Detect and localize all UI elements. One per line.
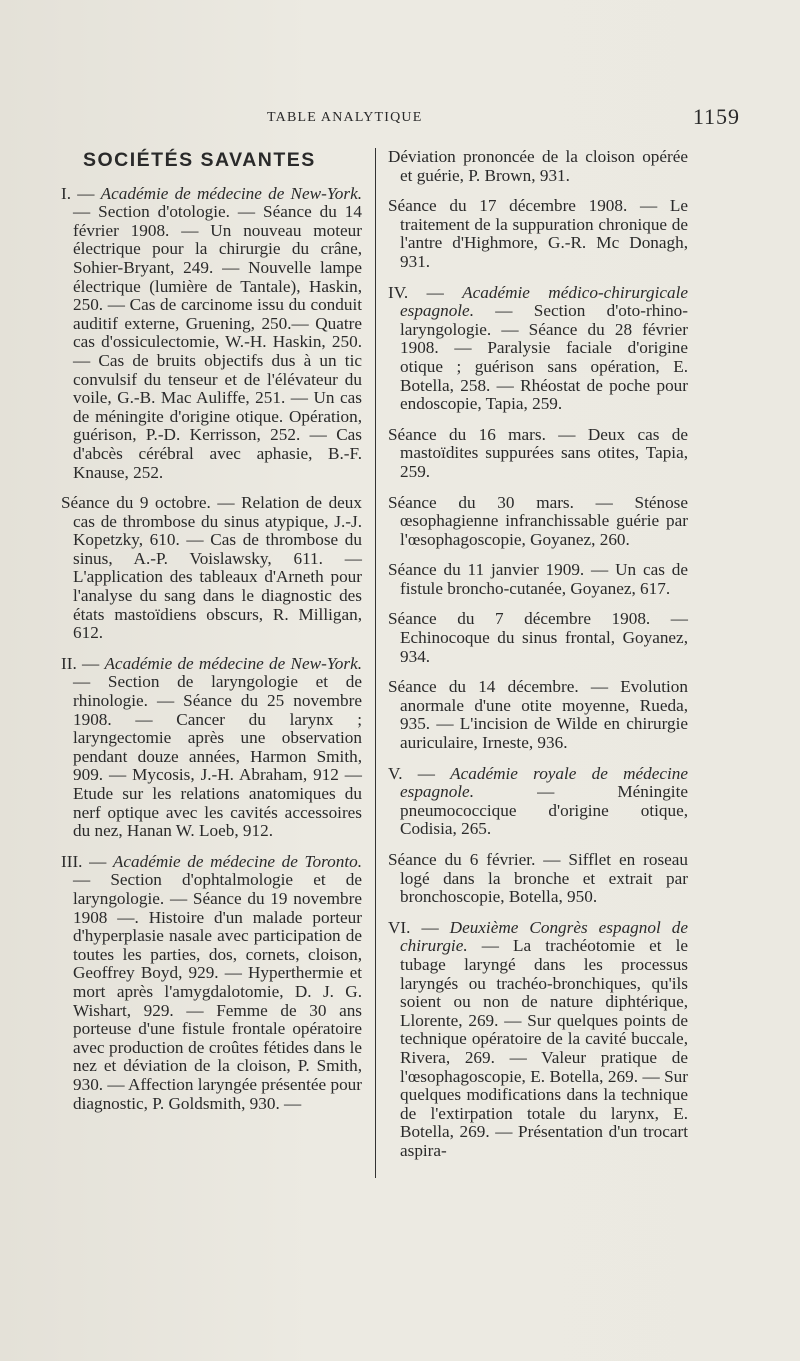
- column-divider: [375, 148, 376, 1178]
- entry-text: Séance du 14 décembre. — Evolution anormale d'une otite moyenne, Rueda, 935. — L'incision de Wilde en chirurgie auriculaire, Irneste, 936.: [388, 677, 688, 753]
- entry-number: IV. —: [388, 282, 463, 302]
- index-entry: [388, 678, 688, 752]
- entry-text: — La trachéotomie et le tubage laryngé dans les processus laryngés ou trachéo-bronchiques, qu'ils soient ou non de nature diphtérique, Llorente, 269. — Sur quelques points de technique opératoire de la cavité buccale, Rivera, 269. — Valeur pratique de l'œsophagoscopie, E. Botella, 269. — Sur quelques modifications dans la technique de l'extirpation totale du larynx, E. Botella, 269. — Présentation d'un trocart aspira-: [400, 936, 688, 1160]
- section-title: SOCIÉTÉS SAVANTES: [83, 149, 316, 171]
- entry-text: — Section d'oto-rhino-laryngologie. — Séance du 28 février 1908. — Paralysie faciale d'origine otique ; guérison sans opération, E. Botella, 258. — Rhéostat de poche pour endoscopie, Tapia, 259.: [400, 301, 688, 414]
- entry-text: — Section d'otologie. — Séance du 14 février 1908. — Un nouveau moteur électrique pour la chirurgie du crâne, Sohier-Bryant, 249. — Nouvelle lampe électrique (lumière de Tantale), Haskin, 250. — Cas de carcinome issu du conduit auditif externe, Gruening, 250.— Quatre cas d'ossiculectomie, W.-H. Haskin, 250. — Cas de bruits objectifs dus à un tic convulsif du tenseur et de l'élévateur du voile, G.-B. Mac Auliffe, 251. — Un cas de méningite d'origine otique. Opération, guérison, P.-D. Kerrisson, 252. — Cas d'abcès cérébral avec aphasie, B.-F. Knause, 252.: [73, 202, 362, 482]
- entry-number: V. —: [388, 763, 451, 783]
- entry-society-name: Académie royale de médecine espagnole.: [400, 763, 688, 802]
- entry-text: Séance du 9 octobre. — Relation de deux cas de thrombose du sinus atypique, J.-J. Kopetzky, 610. — Cas de thrombose du sinus, A.-P. Voislawsky, 611. — L'application des tableaux d'Arneth pour l'analyse du sang dans le diagnostic des états mastoïdiens obscurs, R. Milligan, 612.: [61, 493, 362, 643]
- entry-text: Séance du 16 mars. — Deux cas de mastoïdites suppurées sans otites, Tapia, 259.: [388, 424, 688, 481]
- entry-text: Séance du 30 mars. — Sténose œsophagienne infranchissable guérie par l'œsophagoscopie, Goyanez, 260.: [388, 492, 688, 549]
- index-entry: [388, 919, 688, 1161]
- index-entry: [61, 494, 362, 643]
- index-entry: [388, 426, 688, 482]
- page-header: [60, 104, 740, 138]
- index-entry: [388, 148, 688, 185]
- entry-number: III. —: [61, 851, 113, 871]
- right-column: [388, 148, 688, 1173]
- entry-number: I. —: [61, 183, 101, 203]
- entry-text: Séance du 7 décembre 1908. — Echinocoque du sinus frontal, Goyanez, 934.: [388, 609, 688, 666]
- left-column: [61, 148, 362, 1125]
- entry-text: — Méningite pneumococcique d'origine otique, Codisia, 265.: [400, 782, 688, 839]
- entry-number: VI. —: [388, 917, 450, 937]
- entry-society-name: Deuxième Congrès espagnol de chirurgie.: [400, 917, 688, 956]
- page-number: 1159: [692, 104, 740, 129]
- index-entry: [388, 494, 688, 550]
- entry-text: Séance du 6 février. — Sifflet en roseau logé dans la bronche et extrait par bronchoscopie, Botella, 950.: [388, 850, 688, 907]
- index-entry: [61, 853, 362, 1113]
- entry-society-name: Académie de médecine de New-York.: [100, 183, 362, 203]
- entry-society-name: Académie de médecine de Toronto.: [112, 851, 363, 871]
- entry-text: — Section d'ophtalmologie et de laryngologie. — Séance du 19 novembre 1908 —. Histoire d'un malade porteur d'hyperplasie nasale avec participation de toutes les parties, dos, cornets, cloison, Geoffrey Boyd, 929. — Hyperthermie et mort après l'amygdalotomie, D. J. G. Wishart, 929. — Femme de 30 ans porteuse d'une fistule frontale opératoire avec production de croûtes fétides dans le nez et déviation de la cloison, P. Smith, 930. — Affection laryngée présentée pour diagnostic, P. Goldsmith, 930. —: [73, 870, 362, 1113]
- left-entries: [61, 185, 362, 1114]
- entry-society-name: Académie médico-chirurgicale espagnole.: [400, 282, 688, 321]
- index-entry: [61, 185, 362, 483]
- entry-text: — Section de laryngologie et de rhinologie. — Séance du 25 novembre 1908. — Cancer du larynx ; laryngectomie après une observation pendant douze années, Harmon Smith, 909. — Mycosis, J.-H. Abraham, 912 — Etude sur les relations anatomiques du nerf optique avec les cavités accessoires du nez, Hanan W. Loeb, 912.: [73, 672, 362, 841]
- index-entry: [388, 284, 688, 414]
- index-entry: [388, 561, 688, 598]
- entry-text: Séance du 17 décembre 1908. — Le traitement de la suppuration chronique de l'antre d'Highmore, G.-R. Mc Donagh, 931.: [388, 196, 688, 271]
- index-entry: [61, 655, 362, 841]
- entry-text: Déviation prononcée de la cloison opérée et guérie, P. Brown, 931.: [388, 147, 688, 185]
- entry-number: II. —: [61, 653, 105, 673]
- index-entry: [388, 765, 688, 839]
- entry-society-name: Académie de médecine de New-York.: [104, 653, 362, 673]
- entry-text: Séance du 11 janvier 1909. — Un cas de fistule broncho-cutanée, Goyanez, 617.: [388, 560, 688, 598]
- running-title: TABLE ANALYTIQUE: [267, 110, 423, 125]
- index-entry: [388, 610, 688, 666]
- index-entry: [388, 851, 688, 907]
- right-entries: [388, 148, 688, 1161]
- index-entry: [388, 197, 688, 271]
